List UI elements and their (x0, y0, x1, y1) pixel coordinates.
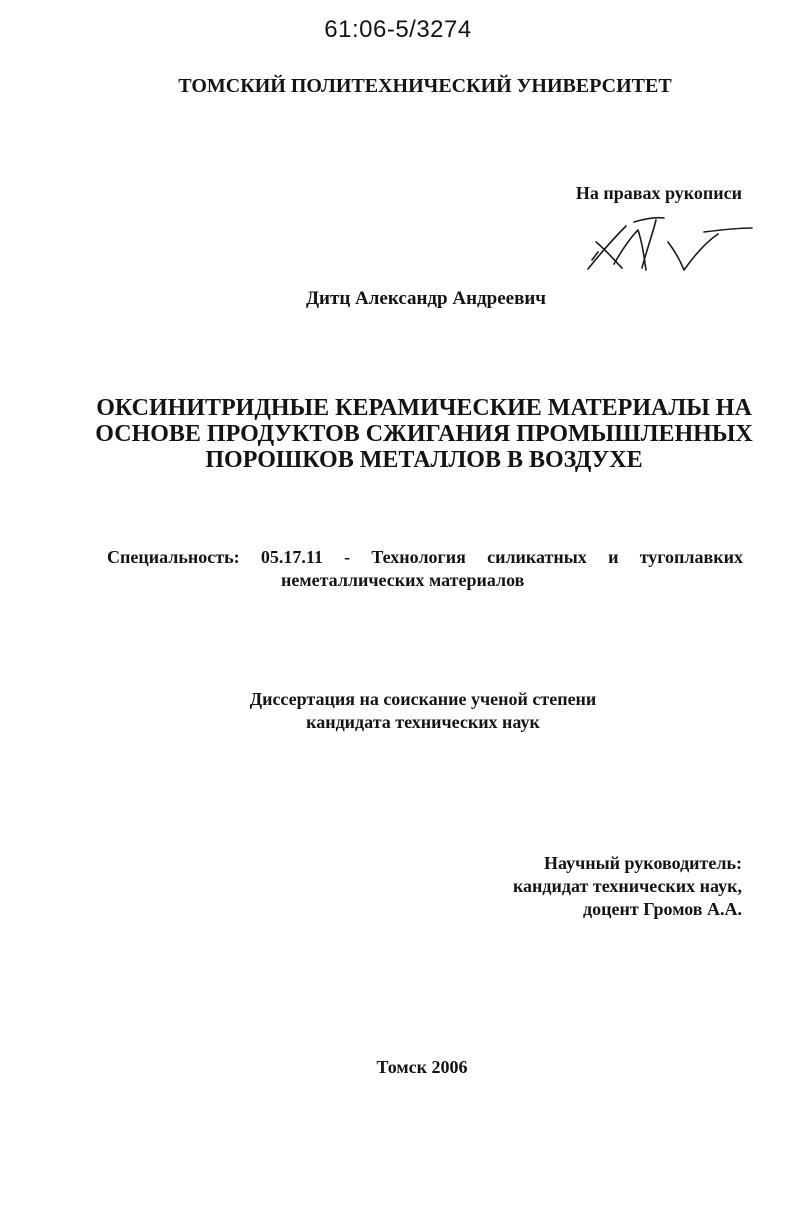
specialty-line (107, 546, 743, 569)
supervisor-line: Научный руководитель: (544, 853, 742, 873)
supervisor-line: кандидат технических наук, (512, 876, 742, 896)
specialty-word: Технология (371, 547, 466, 567)
scientific-supervisor (513, 852, 742, 921)
title-line: ПОРОШКОВ МЕТАЛЛОВ В ВОЗДУХЕ (205, 447, 643, 473)
degree-line: Диссертация на соискание ученой степени (249, 689, 597, 709)
specialty-dash: - (344, 547, 351, 567)
manuscript-rights-note: На правах рукописи (575, 183, 742, 203)
specialty-word: и (608, 547, 619, 567)
author-name: Дитц Александр Андреевич (305, 288, 546, 309)
specialty-block (107, 546, 743, 592)
supervisor-line: доцент Громов А.А. (583, 899, 742, 919)
degree-line: кандидата технических наук (306, 712, 540, 732)
specialty-word: тугоплавких (639, 547, 743, 567)
specialty-word: силикатных (487, 547, 587, 567)
catalog-number: 61:06-5/3274 (324, 16, 472, 43)
specialty-code: 05.17.11 (260, 547, 323, 567)
university-name: ТОМСКИЙ ПОЛИТЕХНИЧЕСКИЙ УНИВЕРСИТЕТ (178, 75, 672, 97)
dissertation-title (0, 395, 796, 473)
title-line: ОСНОВЕ ПРОДУКТОВ СЖИГАНИЯ ПРОМЫШЛЕННЫХ (95, 421, 753, 447)
signature-icon (584, 212, 756, 274)
title-line: ОКСИНИТРИДНЫЕ КЕРАМИЧЕСКИЕ МАТЕРИАЛЫ НА (96, 395, 752, 421)
city-year: Томск 2006 (376, 1057, 468, 1077)
specialty-continuation: неметаллических материалов (281, 570, 525, 590)
dissertation-degree (0, 688, 796, 734)
specialty-label: Специальность: (107, 547, 240, 567)
